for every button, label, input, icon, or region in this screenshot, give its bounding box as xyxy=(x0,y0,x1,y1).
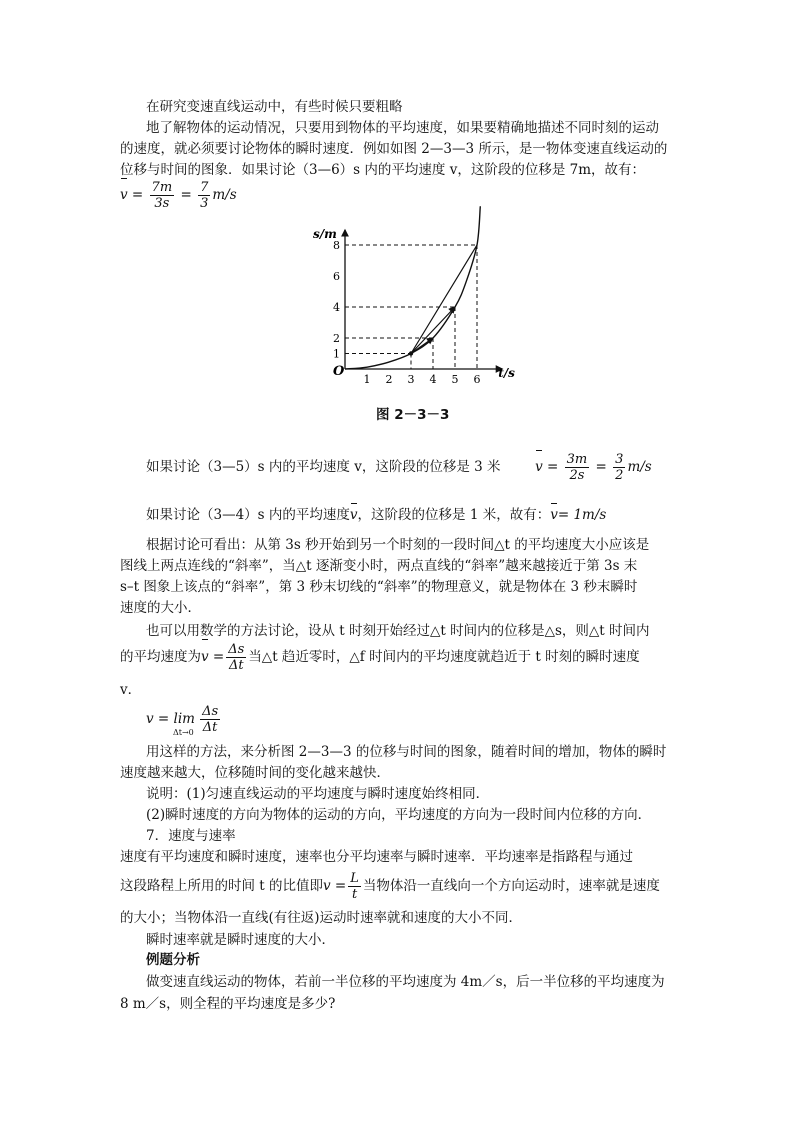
para7-line2: 这段路程上所用的时间 t 的比值即v = $\frac{L}{t}$ 当物体沿一直线向一个方向运动时，速率就是速度 xyxy=(120,871,660,902)
para6-line2: 速度越来越大，位移随时间的变化越来越快． xyxy=(120,765,390,781)
chord-line xyxy=(411,245,477,354)
x-tick-label: 2 xyxy=(385,373,393,386)
y-tick-label: 8 xyxy=(333,239,340,252)
y-tick-label: 1 xyxy=(333,347,340,361)
displacement-time-chart xyxy=(300,222,515,387)
para6-line1: 用这样的方法，来分析图 2—3—3 的位移与时间的图象，随着时间的增加，物体的瞬时 xyxy=(146,744,667,760)
x-tick-label: 1 xyxy=(363,373,371,386)
origin-label: O xyxy=(333,364,345,379)
fraction-ds-dt: $\frac{\Delta s}{\Delta t}$ xyxy=(228,642,245,673)
para4-line3: s–t 图象上该点的“斜率”，第 3 秒末切线的“斜率”的物理意义，就是物体在 3 秒末瞬时 xyxy=(120,579,638,595)
displacement-curve xyxy=(345,206,480,369)
note-2: (2)瞬时速度的方向为物体的运动的方向，平均速度的方向为一段时间内位移的方向． xyxy=(146,807,652,823)
x-axis-label: t/s xyxy=(498,366,515,380)
y-tick-label: 2 xyxy=(333,332,340,345)
para7-line4: 瞬时速率就是瞬时速度的大小． xyxy=(146,932,335,948)
x-tick-label: 3 xyxy=(407,373,415,386)
x-tick-label: 4 xyxy=(429,373,437,386)
para3-line: 如果讨论（3—4）s 内的平均速度v，这阶段的位移是 1 米，故有：v= 1m/s xyxy=(146,507,607,523)
para4-line4: 速度的大小． xyxy=(120,600,201,616)
para5-line2: 的平均速度为v = $\frac{\Delta s}{\Delta t}$ 当△t 趋近零时，△f 时间内的平均速度就趋近于 t 时刻的瞬时速度 xyxy=(120,642,640,673)
x-tick-label: 5 xyxy=(451,373,459,386)
para5-line1: 也可以用数学的方法讨论，设从 t 时刻开始经过△t 时间内的位移是△s，则△t 时间内 xyxy=(146,623,650,639)
para4-line2: 图线上两点连线的“斜率”，当△t 逐渐变小时，两点直线的“斜率”越来越接近于第 3s 末 xyxy=(120,558,638,574)
example-line1: 做变速直线运动的物体，若前一半位移的平均速度为 4m／s，后一半位移的平均速度为 xyxy=(146,974,665,990)
example-line2: 8 m／s，则全程的平均速度是多少? xyxy=(120,996,336,1012)
figure-caption: 图 2－3－3 xyxy=(376,407,450,423)
limit-equation: $v = \lim_{\Delta t\to 0}$ $\frac{\Delta s}{\Delta t}$ xyxy=(146,704,219,737)
x-tick-label: 6 xyxy=(473,373,481,386)
fraction-7m-3s: $\frac{7m}{3s}$ xyxy=(151,180,173,211)
fraction-limit: $\frac{\Delta s}{\Delta t}$ xyxy=(202,704,219,735)
y-tick-label: 4 xyxy=(333,301,340,314)
para7-line3: 的大小；当物体沿一直线(有往返)运动时速率就和速度的大小不同． xyxy=(120,910,523,926)
example-heading: 例题分析 xyxy=(146,952,200,968)
para2-line: 如果讨论（3—5）s 内的平均速度 v，这阶段的位移是 3 米 v = $\frac{3m}{2s}$ = $\frac{3}{2}$ m/s xyxy=(146,452,652,483)
para5-line3: v． xyxy=(120,682,142,698)
fraction-3-2: $\frac{3}{2}$ xyxy=(615,452,624,483)
y-tick-label: 6 xyxy=(333,270,340,283)
section-heading-speed-rate: 7．速度与速率 xyxy=(146,828,236,844)
fraction-7-3: $\frac{7}{3}$ xyxy=(200,180,209,211)
para1-line2: 地了解物体的运动情况，只要用到物体的平均速度，如果要精确地描述不同时刻的运动 xyxy=(146,120,659,136)
para1-line3: 的速度，就必须要讨论物体的瞬时速度．例如如图 2—3—3 所示，是一物体变速直线运动的 xyxy=(120,141,668,157)
fraction-L-t: $\frac{L}{t}$ xyxy=(350,871,359,902)
y-axis-label: s/m xyxy=(313,227,337,241)
note-1: 说明：(1)匀速直线运动的平均速度与瞬时速度始终相同． xyxy=(146,786,490,802)
v-bar: v xyxy=(120,180,128,210)
para7-line1: 速度有平均速度和瞬时速度，速率也分平均速率与瞬时速率．平均速率是指路程与通过 xyxy=(120,849,633,865)
fraction-3m-2s: $\frac{3m}{2s}$ xyxy=(566,452,588,483)
point-t3 xyxy=(409,351,413,355)
equation-average-velocity-3-6: v = $\frac{7m}{3s}$ = $\frac{7}{3}$ m/s xyxy=(120,180,237,211)
para1-line4: 位移与时间的图象．如果讨论（3—6）s 内的平均速度 v，这阶段的位移是 7m，故有： xyxy=(120,162,645,178)
para4-line1: 根据讨论可看出：从第 3s 秒开始到另一个时刻的一段时间△t 的平均速度大小应该是 xyxy=(146,537,650,553)
para1-line1: 在研究变速直线运动中，有些时候只要粗略 xyxy=(146,99,403,115)
